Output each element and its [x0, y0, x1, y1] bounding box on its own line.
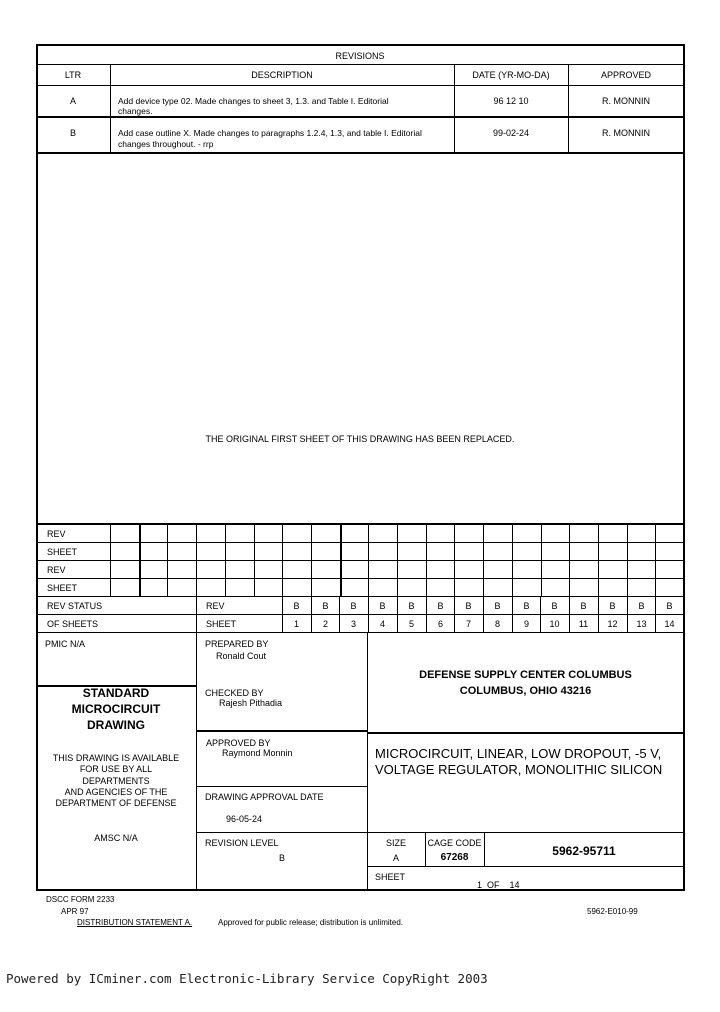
rev-ltr: A	[69, 96, 76, 106]
distribution-text: Approved for public release; distribution is unlimited.	[218, 918, 403, 927]
standard-title: STANDARD	[82, 686, 150, 700]
approved-by: Raymond Monnin	[222, 748, 293, 758]
doc-title: MICROCIRCUIT, LINEAR, LOW DROPOUT, -5 V,	[375, 746, 662, 761]
grid-line	[512, 524, 513, 596]
sheet-number: 6	[437, 619, 443, 629]
grid-line	[225, 524, 226, 596]
availability-text: DEPARTMENT OF DEFENSE	[55, 798, 177, 808]
header-description: DESCRIPTION	[251, 70, 313, 80]
grid-line	[254, 524, 255, 596]
prepared-label: PREPARED BY	[205, 639, 269, 649]
rev-date: 96 12 10	[493, 96, 529, 106]
sheet-rev: B	[350, 601, 357, 611]
grid-line	[340, 524, 342, 596]
grid-line	[36, 578, 684, 579]
header-approved: APPROVED	[600, 70, 651, 80]
grid-line	[196, 524, 197, 596]
grid-line	[454, 524, 455, 596]
prepared-by: Ronald Cout	[216, 651, 267, 661]
grid-line	[139, 524, 141, 596]
size-label: SIZE	[385, 838, 406, 848]
grid-line	[598, 524, 599, 596]
grid-line	[569, 524, 570, 596]
approval-date: 96-05-24	[226, 814, 263, 824]
grid-line	[368, 524, 369, 596]
availability-text: THIS DRAWING IS AVAILABLE	[52, 753, 180, 763]
sheet-rev: B	[465, 601, 472, 611]
sheet-number: 4	[379, 619, 385, 629]
sheet-number: 10	[549, 619, 560, 629]
availability-text: DEPARTMENTS	[82, 776, 150, 786]
org-address: COLUMBUS, OHIO 43216	[459, 685, 592, 697]
revision-level-label: REVISION LEVEL	[205, 838, 279, 848]
sheet-rev: B	[551, 601, 558, 611]
rev-date: 99-02-24	[492, 128, 530, 138]
sheet-rev: B	[638, 601, 645, 611]
checked-label: CHECKED BY	[205, 688, 264, 698]
distribution-label: DISTRIBUTION STATEMENT A.	[77, 918, 193, 927]
grid-line	[282, 524, 283, 596]
revision-level: B	[279, 853, 286, 863]
grid-label: REV	[47, 565, 66, 575]
grid-label: SHEET	[47, 583, 78, 593]
sheet-rev: B	[379, 601, 386, 611]
sheet-label: SHEET	[375, 872, 406, 882]
grid-line	[36, 560, 684, 561]
grid-line	[36, 542, 684, 543]
sheet-number: 13	[636, 619, 647, 629]
rev-approved: R. MONNIN	[602, 96, 650, 106]
header-ltr: LTR	[64, 70, 82, 80]
rev-description: Add device type 02. Made changes to sheet 3, 1.3. and Table I. Editorial changes.	[118, 96, 389, 116]
sheet-rev: B	[494, 601, 501, 611]
grid-label: REV	[47, 529, 66, 539]
rev-status-label: OF SHEETS	[47, 619, 99, 629]
sheet-number: 5	[408, 619, 414, 629]
sheet-rev: B	[523, 601, 530, 611]
sheet-rev: B	[293, 601, 300, 611]
sheet-number: 1 OF 14	[477, 880, 520, 890]
size: A	[392, 853, 399, 863]
rev-description: Add case outline X. Made changes to paragraphs 1.2.4, 1.3, and table I. Editorial changes throughout. - rrp	[118, 128, 422, 149]
grid-line	[167, 524, 168, 596]
sheet-label: SHEET	[206, 619, 237, 629]
cage-label: CAGE CODE	[427, 838, 482, 848]
sheet-rev: B	[609, 601, 616, 611]
grid-line	[196, 614, 684, 615]
rev-status-label: REV STATUS	[47, 601, 103, 611]
org-name: DEFENSE SUPPLY CENTER COLUMBUS	[419, 669, 632, 681]
rev-approved: R. MONNIN	[602, 128, 650, 138]
sheet-number: 2	[322, 619, 328, 629]
cage-code: 67268	[440, 852, 469, 863]
rev-ltr: B	[69, 128, 76, 138]
sheet-rev: B	[666, 601, 673, 611]
amsc: AMSC N/A	[94, 833, 138, 843]
grid-line	[541, 524, 542, 596]
sheet-number: 8	[494, 619, 500, 629]
standard-title: MICROCIRCUIT	[71, 702, 161, 716]
replaced-note: THE ORIGINAL FIRST SHEET OF THIS DRAWING HAS BEEN REPLACED.	[205, 434, 515, 444]
grid-line	[426, 524, 427, 596]
availability-text: AND AGENCIES OF THE	[64, 787, 168, 797]
grid-line	[36, 523, 684, 525]
grid-line	[311, 524, 312, 596]
pmic: PMIC N/A	[45, 639, 86, 649]
grid-label: SHEET	[47, 547, 78, 557]
standard-title: DRAWING	[87, 718, 145, 732]
checked-by: Rajesh Pithadia	[219, 698, 283, 708]
form-number: DSCC FORM 2233	[46, 895, 115, 904]
grid-line	[110, 524, 111, 596]
grid-line	[397, 524, 398, 596]
sheet-rev: B	[437, 601, 444, 611]
doc-title: VOLTAGE REGULATOR, MONOLITHIC SILICON	[375, 762, 663, 777]
drawing-number: 5962-95711	[552, 844, 616, 858]
sheet-number: 12	[607, 619, 618, 629]
rev-label: REV	[206, 601, 225, 611]
revisions-title: REVISIONS	[335, 51, 385, 61]
form-date: APR 97	[61, 907, 89, 916]
approved-label: APPROVED BY	[206, 738, 271, 748]
sheet-number: 14	[664, 619, 675, 629]
sheet-number: 11	[578, 619, 589, 629]
sheet-number: 7	[465, 619, 471, 629]
sheet-rev: B	[580, 601, 587, 611]
grid-line	[627, 524, 628, 596]
sheet-rev: B	[322, 601, 329, 611]
header-date: DATE (YR-MO-DA)	[472, 70, 550, 80]
grid-line	[483, 524, 484, 596]
sheet-number: 3	[350, 619, 356, 629]
sheet-number: 9	[523, 619, 529, 629]
sheet-number: 1	[293, 619, 299, 629]
powered-by-banner: Powered by ICminer.com Electronic-Library Service CopyRight 2003	[6, 971, 488, 986]
grid-line	[655, 524, 656, 596]
sheet-rev: B	[408, 601, 415, 611]
document-code: 5962-E010-99	[587, 907, 638, 916]
approval-date-label: DRAWING APPROVAL DATE	[205, 792, 324, 802]
availability-text: FOR USE BY ALL	[79, 764, 153, 774]
grid-line	[36, 596, 684, 597]
